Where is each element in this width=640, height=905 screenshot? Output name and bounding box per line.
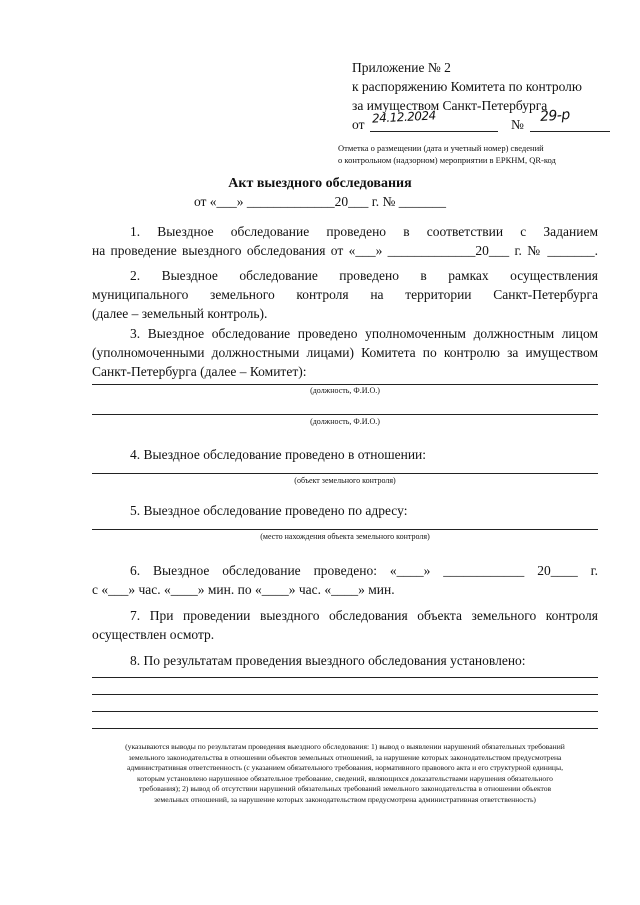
erknm-mark-note xyxy=(338,142,618,166)
paragraph-2-line1: 2. Выездное обследование проведено в рамках осуществления xyxy=(130,268,598,283)
findings-instructions xyxy=(88,742,602,805)
paragraph-3-line2: (уполномоченными должностными лицами) Комитета по контролю за имуществом xyxy=(92,345,598,360)
official-1-caption: (должность, Ф.И.О.) xyxy=(310,386,380,395)
order-number-line xyxy=(530,131,610,132)
paragraph-5-text: 5. Выездное обследование проведено по адресу: xyxy=(130,503,408,518)
order-from-label: от xyxy=(352,117,365,132)
paragraph-4-text: 4. Выездное обследование проведено в отношении: xyxy=(130,447,427,462)
findings-instructions-line: земельного законодательства в отношении объектов земельных отношений, за нарушение которых законодательством предусмотрена xyxy=(128,752,562,762)
object-fill-line xyxy=(92,473,598,474)
official-2-fill-line xyxy=(92,414,598,415)
official-2-caption: (должность, Ф.И.О.) xyxy=(310,417,380,426)
attachment-header xyxy=(352,58,612,115)
paragraph-6-line1: 6. Выездное обследование проведено: «____» ____________ 20____ г. xyxy=(130,563,598,578)
paragraph-1-line2: на проведение выездного обследования от «___» _____________20___ г. № _______. xyxy=(92,243,598,258)
paragraph-8-text: 8. По результатам проведения выездного обследования установлено: xyxy=(130,653,526,668)
order-number-label: № xyxy=(511,117,524,132)
findings-line-1 xyxy=(92,677,598,678)
order-date-line xyxy=(370,131,498,132)
attachment-committee-line: за имуществом Санкт-Петербурга xyxy=(352,98,548,113)
object-caption: (объект земельного контроля) xyxy=(294,476,396,485)
findings-instructions-line: административная ответственность (с указанием обязательного требования, нормативного правового акта и его структурной единицы, xyxy=(127,763,563,772)
findings-instructions-line: (указываются выводы по результатам проведения выездного обследования: 1) вывод о выявлении нарушений обязательных требований xyxy=(125,742,565,751)
findings-instructions-line: земельных отношений, за нарушение которых законодательством предусмотрена административная ответственность) xyxy=(154,794,536,804)
erknm-mark-line2: о контрольном (надзорном) мероприятии в ЕРКНМ, QR-код xyxy=(338,155,556,165)
paragraph-7-line1: 7. При проведении выездного обследования объекта земельного контроля xyxy=(130,608,598,623)
paragraph-3-line3: Санкт-Петербурга (далее – Комитет): xyxy=(92,364,307,379)
paragraph-1-line1: 1. Выездное обследование проведено в соответствии с Заданием xyxy=(130,224,598,239)
document-date-number: от «___» _____________20___ г. № _______ xyxy=(193,194,447,209)
paragraph-3-line1: 3. Выездное обследование проведено уполномоченным должностным лицом xyxy=(130,326,598,341)
official-1-fill-line xyxy=(92,384,598,385)
findings-instructions-line: требования); 2) вывод об отсутствии нарушений обязательных требований земельного законодательства в отношении объектов xyxy=(138,784,552,793)
attachment-number: Приложение № 2 xyxy=(352,60,451,75)
findings-instructions-line: которым установлено нарушенное обязательное требование, сведений, являющихся доказательствами нарушения обязательного xyxy=(137,773,553,783)
order-date-handwritten: 24.12.2024 xyxy=(371,108,437,126)
paragraph-2-line2: муниципального земельного контроля на территории Санкт-Петербурга xyxy=(92,287,598,302)
address-caption: (место нахождения объекта земельного контроля) xyxy=(260,532,430,541)
address-fill-line xyxy=(92,529,598,530)
attachment-order-line: к распоряжению Комитета по контролю xyxy=(352,79,582,94)
findings-line-4 xyxy=(92,728,598,729)
findings-line-2 xyxy=(92,694,598,695)
paragraph-7-line2: осуществлен осмотр. xyxy=(92,627,215,642)
findings-line-3 xyxy=(92,711,598,712)
order-number-handwritten: 29-р xyxy=(539,106,571,126)
paragraph-2-line3: (далее – земельный контроль). xyxy=(92,306,268,321)
erknm-mark-line1: Отметка о размещении (дата и учетный номер) сведений xyxy=(338,143,544,153)
document-title: Акт выездного обследования xyxy=(228,176,412,191)
paragraph-6-line2: с «___» час. «____» мин. по «____» час. «____» мин. xyxy=(92,582,395,597)
